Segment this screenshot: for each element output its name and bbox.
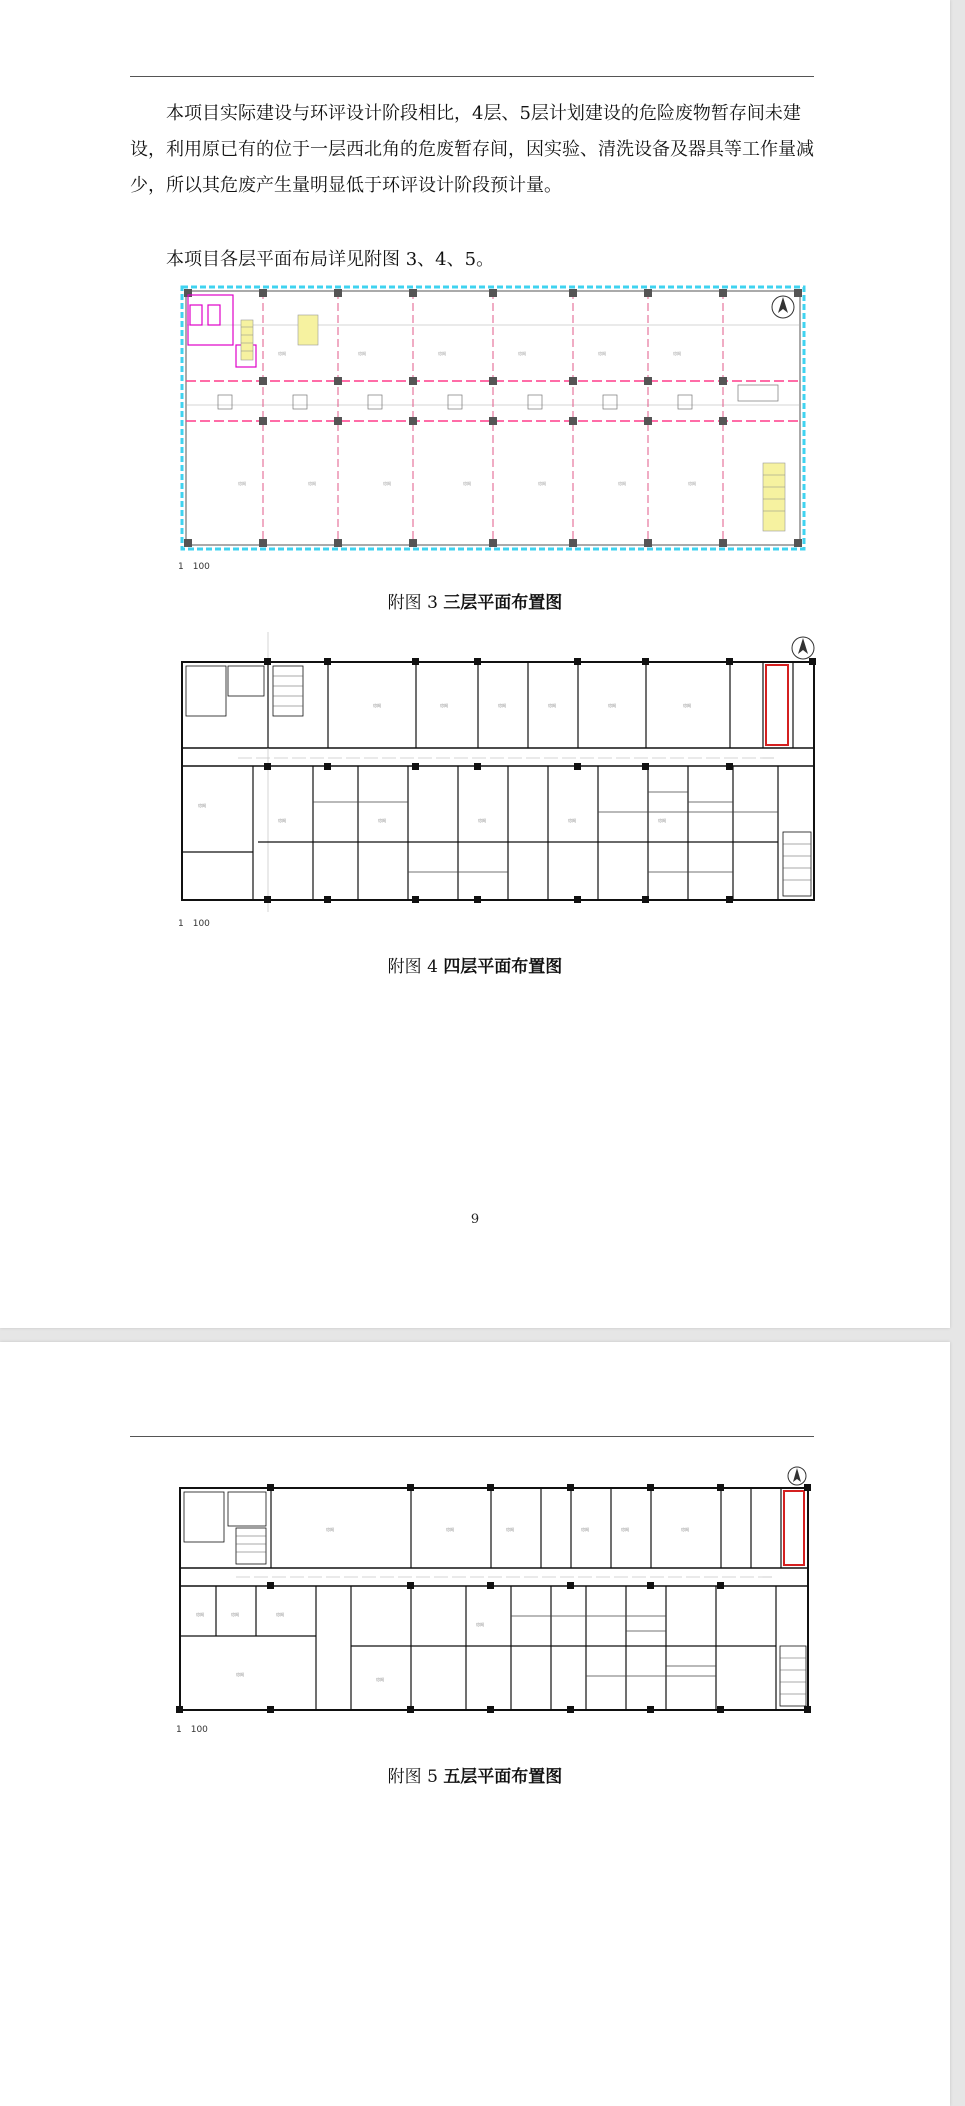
fourth-floor-plan bbox=[178, 632, 818, 912]
figure-3-number: 附图 3 bbox=[387, 593, 438, 613]
svg-text:房间: 房间 bbox=[440, 703, 448, 708]
figure-4-caption bbox=[0, 952, 950, 977]
svg-text:房间: 房间 bbox=[658, 818, 666, 823]
svg-text:房间: 房间 bbox=[673, 351, 681, 356]
third-floor-plan-drawing bbox=[178, 285, 808, 555]
svg-text:房间: 房间 bbox=[688, 481, 696, 486]
svg-text:房间: 房间 bbox=[518, 351, 526, 356]
svg-text:房间: 房间 bbox=[683, 703, 691, 708]
svg-text:房间: 房间 bbox=[476, 1622, 484, 1627]
svg-text:房间: 房间 bbox=[568, 818, 576, 823]
fifth-floor-plan bbox=[176, 1466, 816, 1722]
svg-text:房间: 房间 bbox=[231, 1612, 239, 1617]
figure-5-title: 五层平面布置图 bbox=[443, 1767, 563, 1787]
svg-text:房间: 房间 bbox=[326, 1527, 334, 1532]
svg-text:房间: 房间 bbox=[373, 703, 381, 708]
svg-text:房间: 房间 bbox=[278, 351, 286, 356]
svg-text:房间: 房间 bbox=[378, 818, 386, 823]
fourth-floor-plan-drawing bbox=[178, 632, 818, 912]
paragraph-hazardous-waste: 本项目实际建设与环评设计阶段相比，4层、5层计划建设的危险废物暂存间未建设，利用原已有的位于一层西北角的危废暂存间，因实验、清洗设备及器具等工作量减少，所以其危废产生量明显低于环评设计阶段预计量。 bbox=[130, 103, 814, 196]
svg-text:房间: 房间 bbox=[506, 1527, 514, 1532]
svg-text:房间: 房间 bbox=[581, 1527, 589, 1532]
figure-4-number: 附图 4 bbox=[387, 957, 438, 977]
svg-text:房间: 房间 bbox=[198, 803, 206, 808]
svg-text:房间: 房间 bbox=[308, 481, 316, 486]
svg-text:房间: 房间 bbox=[446, 1527, 454, 1532]
figure-5-number: 附图 5 bbox=[387, 1767, 438, 1787]
third-floor-plan bbox=[178, 285, 808, 555]
svg-text:房间: 房间 bbox=[538, 481, 546, 486]
svg-text:房间: 房间 bbox=[376, 1677, 384, 1682]
svg-text:房间: 房间 bbox=[618, 481, 626, 486]
svg-text:房间: 房间 bbox=[358, 351, 366, 356]
svg-text:房间: 房间 bbox=[196, 1612, 204, 1617]
svg-text:房间: 房间 bbox=[383, 481, 391, 486]
page-number: 9 bbox=[470, 1212, 480, 1227]
document-page-2 bbox=[0, 1342, 950, 2106]
fourth-floor-scale: 1 100 bbox=[178, 919, 210, 929]
header-rule bbox=[130, 1436, 814, 1437]
paragraph-layout-reference: 本项目各层平面布局详见附图 3、4、5。 bbox=[166, 249, 495, 270]
figure-5-caption bbox=[0, 1762, 950, 1787]
svg-text:房间: 房间 bbox=[236, 1672, 244, 1677]
svg-text:房间: 房间 bbox=[478, 818, 486, 823]
svg-text:房间: 房间 bbox=[438, 351, 446, 356]
svg-text:房间: 房间 bbox=[621, 1527, 629, 1532]
header-rule bbox=[130, 76, 814, 77]
svg-text:房间: 房间 bbox=[276, 1612, 284, 1617]
svg-text:房间: 房间 bbox=[463, 481, 471, 486]
fifth-floor-plan-drawing bbox=[176, 1466, 816, 1722]
svg-text:房间: 房间 bbox=[681, 1527, 689, 1532]
svg-text:房间: 房间 bbox=[498, 703, 506, 708]
third-floor-scale: 1 100 bbox=[178, 562, 210, 572]
svg-text:房间: 房间 bbox=[238, 481, 246, 486]
fifth-floor-scale: 1 100 bbox=[176, 1725, 208, 1735]
svg-text:房间: 房间 bbox=[608, 703, 616, 708]
figure-4-title: 四层平面布置图 bbox=[443, 957, 563, 977]
figure-3-caption bbox=[0, 588, 950, 613]
figure-3-title: 三层平面布置图 bbox=[443, 593, 563, 613]
svg-text:房间: 房间 bbox=[278, 818, 286, 823]
svg-text:房间: 房间 bbox=[598, 351, 606, 356]
svg-text:房间: 房间 bbox=[548, 703, 556, 708]
